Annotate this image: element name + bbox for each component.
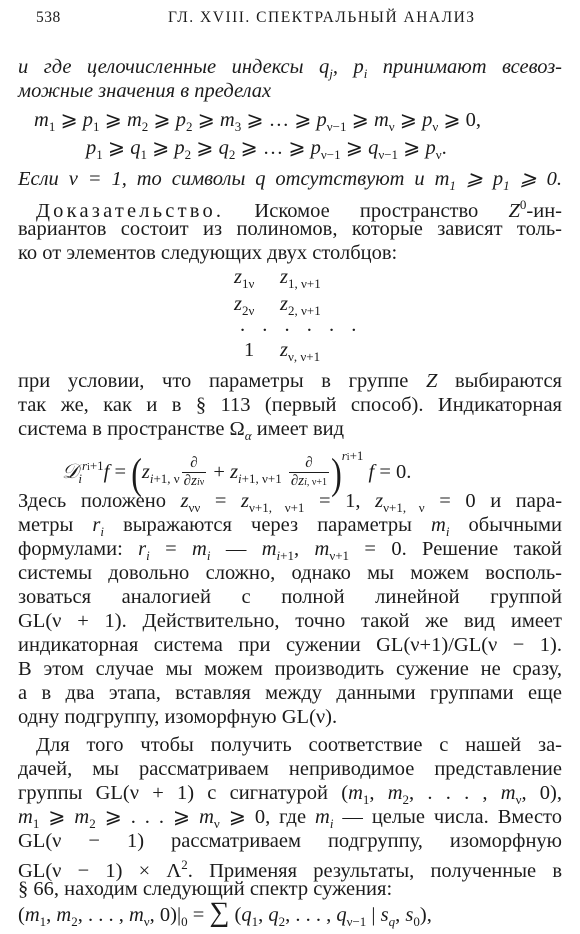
text-line: дачей, мы рассматриваем неприводимое представление: [18, 758, 562, 780]
column-cell: $z_{\nu, \nu+1}$: [280, 339, 321, 364]
text-line: $m_1$ ⩾ $m_2$ ⩾ . . . ⩾ $m_\nu$ ⩾ 0, где $m_i$ — целые числа. Вместо: [18, 806, 562, 831]
running-title: ГЛ. XVIII. СПЕКТРАЛЬНЫЙ АНАЛИЗ: [168, 9, 476, 26]
column-cell: $z_{2, \nu+1}$: [280, 293, 321, 318]
restriction-spectrum-equation: ($m_1$, $m_2$, . . . , $m_\nu$, $0)|_0$ = ∑ ($q_1$, $q_2$, . . . , $q_{\nu-1}$ | $s_q$, $s_0$),: [18, 897, 432, 929]
inequality-chain-2: $p_1$ ⩾ $q_1$ ⩾ $p_2$ ⩾ $q_2$ ⩾ … ⩾ $p_{\nu-1}$ ⩾ $q_{\nu-1}$ ⩾ $p_\nu$.: [86, 137, 447, 162]
text-line: зоваться аналогией с полной линейной группой: [18, 586, 562, 608]
text-line: Если ν = 1, то символы q отсутствуют и $m_1$ ⩾ $p_1$ ⩾ 0.: [18, 168, 562, 193]
text-line: вариантов состоит из полиномов, которые зависят толь-: [18, 218, 562, 240]
text-line: формулами: $r_i = m_i$ — $m_{i+1}$, $m_{\nu+1} = 0$. Решение такой: [18, 538, 563, 563]
page-number: 538: [36, 9, 61, 26]
inequality-chain-1: $m_1$ ⩾ $p_1$ ⩾ $m_2$ ⩾ $p_2$ ⩾ $m_3$ ⩾ … ⩾ $p_{\nu-1}$ ⩾ $m_\nu$ ⩾ $p_\nu$ ⩾ 0,: [34, 109, 482, 134]
text-line: одну подгруппу, изоморфную GL(ν).: [18, 706, 338, 728]
text-line: группы GL(ν + 1) с сигнатурой ($m_1$, $m_2$, . . . , $m_\nu$, 0),: [18, 782, 563, 807]
text-line: GL(ν + 1). Действительно, точно такой же вид имеет: [18, 610, 562, 632]
text-line: $GL(\nu - 1) \times \Lambda^2$. Применяя результаты, полученные в: [18, 857, 562, 882]
text-line: при условии, что параметры в группе Z выбираются: [18, 370, 562, 392]
text-line: системы довольно сложно, однако мы можем восполь-: [18, 562, 562, 584]
proof-word: Доказательство.: [36, 200, 225, 222]
text-line: Доказательство. Искомое пространство $Z^0-ин-$: [36, 197, 562, 222]
column-ellipsis: . . . . . .: [240, 314, 363, 336]
text-line: GL(ν − 1) рассматриваем подгруппу, изоморфную: [18, 830, 562, 852]
text-line: В этом случае мы можем производить сужение не сразу,: [18, 658, 562, 680]
text-line: и где целочисленные индексы $q_j$, $p_i$ принимают всевоз-: [18, 56, 563, 81]
text-line: система в пространстве $\Omega_\alpha$ имеет вид: [18, 418, 345, 443]
text-line: можные значения в пределах: [18, 80, 272, 102]
text-line: § 66, находим следующий спектр сужения:: [18, 878, 393, 900]
text-line: ко от элементов следующих двух столбцов:: [18, 242, 398, 264]
text-line: метры $r_i$ выражаются через параметры $m_i$ обычными: [18, 514, 562, 539]
column-cell: 1: [244, 339, 255, 361]
text-line: Для того чтобы получить соответствие с нашей за-: [36, 734, 562, 756]
column-cell: $z_{2\nu}$: [234, 293, 255, 318]
text-line: индикаторная система при сужении GL(ν+1)/GL(ν − 1).: [18, 634, 562, 656]
column-cell: $z_{1\nu}$: [234, 266, 255, 291]
column-cell: $z_{1, \nu+1}$: [280, 266, 321, 291]
text-line: Здесь положено $z_{\nu\nu} = z_{\nu+1, \nu+1} = 1$, $z_{\nu+1, \nu} = 0$ и пара-: [18, 490, 563, 515]
text-line: так же, как и в § 113 (первый способ). Индикаторная: [18, 394, 562, 416]
text-line: а в два этапа, вставляя между данными группами еще: [18, 682, 562, 704]
indicator-equation: 𝒟$_i^{ri+1}$f = ($z_{i+1, \nu}$ $\frac{\partial}{\text{∂ziν}}$ + $z_{i+1, \nu+1}$ $\frac{\partial}{\partial zi, \nu+1}$ )$^{ri+1}$ f = 0.: [62, 448, 412, 498]
